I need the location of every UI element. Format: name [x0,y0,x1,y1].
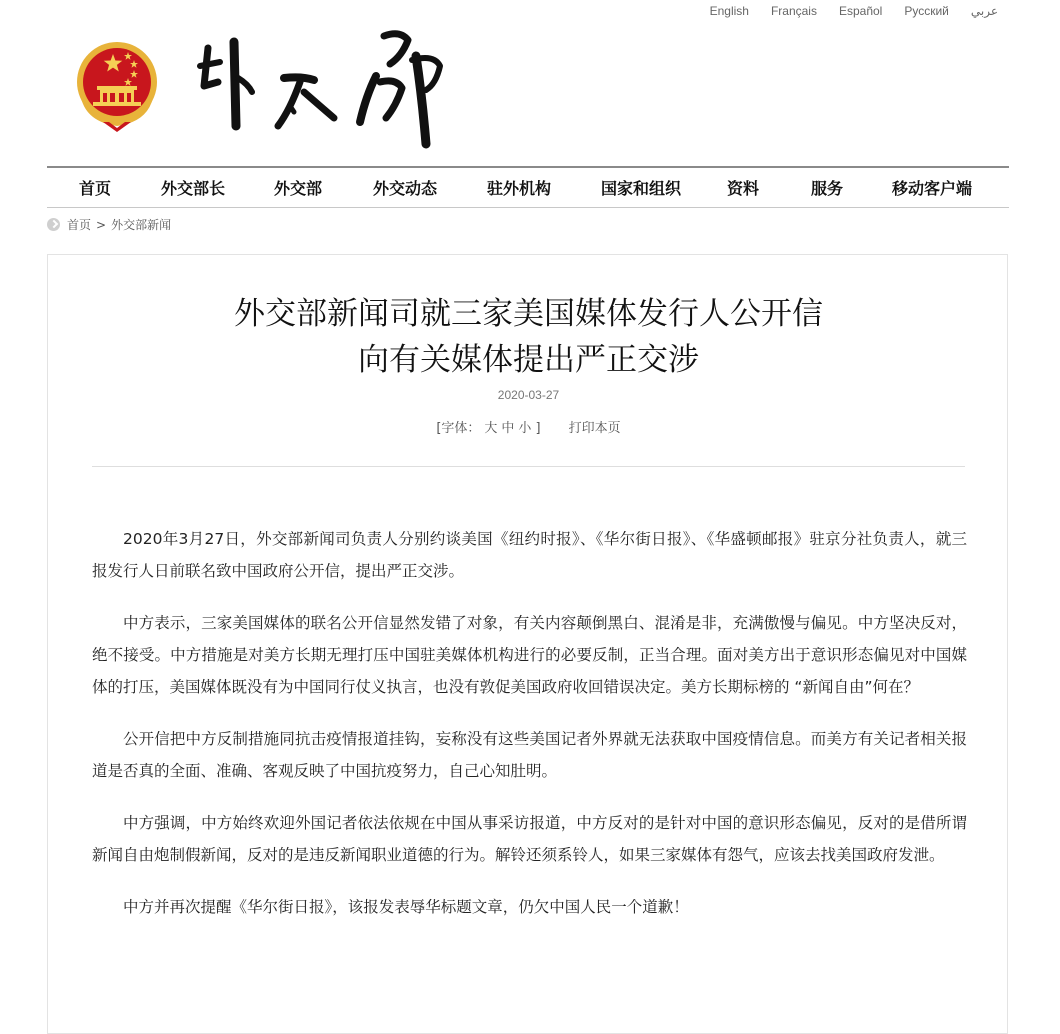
font-medium-button[interactable]: 中 [501,421,515,436]
lang-spanish[interactable]: Español [838,4,883,18]
nav-countries-organizations[interactable]: 国家和组织 [600,179,681,198]
article-container [47,254,1008,1034]
paragraph: 中方并再次提醒《华尔街日报》，该报发表辱华标题文章，仍欠中国人民一个道歉！ [123,898,689,916]
paragraph: 中方强调，中方始终欢迎外国记者依法依规在中国从事采访报道，中方反对的是针对中国的意识形态偏见，反对的是借所谓新闻自由炮制假新闻，反对的是违反新闻职业道德的行为。解铃还须系铃人，如果三家媒体有怨气，应该去找美国政府发泄。 [92,814,967,864]
lang-french[interactable]: Français [770,4,817,18]
paragraph: 中方表示，三家美国媒体的联名公开信显然发错了对象，有关内容颠倒黑白、混淆是非，充满傲慢与偏见。中方坚决反对，绝不接受。中方措施是对美方长期无理打压中国驻美媒体机构进行的必要反制，正当合理。面对美方出于意识形态偏见对中国媒体的打压，美国媒体既没有为中国同行仗义执言，也没有敦促美国政府收回错误决定。美方长期标榜的 “新闻自由”何在？ [92,614,967,696]
font-large-button[interactable]: 大 [484,421,498,436]
nav-mobile-client[interactable]: 移动客户端 [891,179,972,198]
lang-russian[interactable]: Русский [904,4,949,18]
breadcrumb-home[interactable]: 首页 [67,218,92,232]
nav-missions-abroad[interactable]: 驻外机构 [486,179,551,198]
ministry-calligraphy-logo [190,26,450,156]
article-title [48,291,1009,383]
article-tools [48,417,1009,436]
nav-services[interactable]: 服务 [810,179,843,198]
print-page-button[interactable]: 打印本页 [568,421,621,436]
paragraph: 2020年3月27日，外交部新闻司负责人分别约谈美国《纽约时报》、《华尔街日报》、《华盛顿邮报》驻京分社负责人，就三报发行人日前联名致中国政府公开信，提出严正交涉。 [92,530,967,580]
font-size-label: [字体： [436,421,481,436]
font-size-close: ] [535,421,541,436]
breadcrumb-separator: > [96,217,107,232]
nav-ministry[interactable]: 外交部 [273,179,322,198]
font-small-button[interactable]: 小 [518,421,532,436]
nav-diplomatic-news[interactable]: 外交动态 [372,179,437,198]
main-nav [47,166,1009,208]
article-date: 2020-03-27 [497,388,560,402]
nav-home[interactable]: 首页 [78,179,111,198]
language-bar [688,4,998,18]
article-title-line2: 向有关媒体提出严正交涉 [358,342,699,378]
lang-arabic[interactable]: عربي [970,4,998,18]
divider [92,466,965,467]
breadcrumb-section[interactable]: 外交部新闻 [111,218,172,232]
breadcrumb-arrow-icon [47,218,60,231]
article-body [92,523,967,943]
article-title-line1: 外交部新闻司就三家美国媒体发行人公开信 [234,296,823,332]
nav-resources[interactable]: 资料 [726,179,759,198]
breadcrumb [47,216,171,233]
nav-minister[interactable]: 外交部长 [160,179,225,198]
lang-english[interactable]: English [709,4,749,18]
national-emblem-icon[interactable] [73,38,161,134]
paragraph: 公开信把中方反制措施同抗击疫情报道挂钩，妄称没有这些美国记者外界就无法获取中国疫情信息。而美方有关记者相关报道是否真的全面、准确、客观反映了中国抗疫努力，自己心知肚明。 [92,730,967,780]
